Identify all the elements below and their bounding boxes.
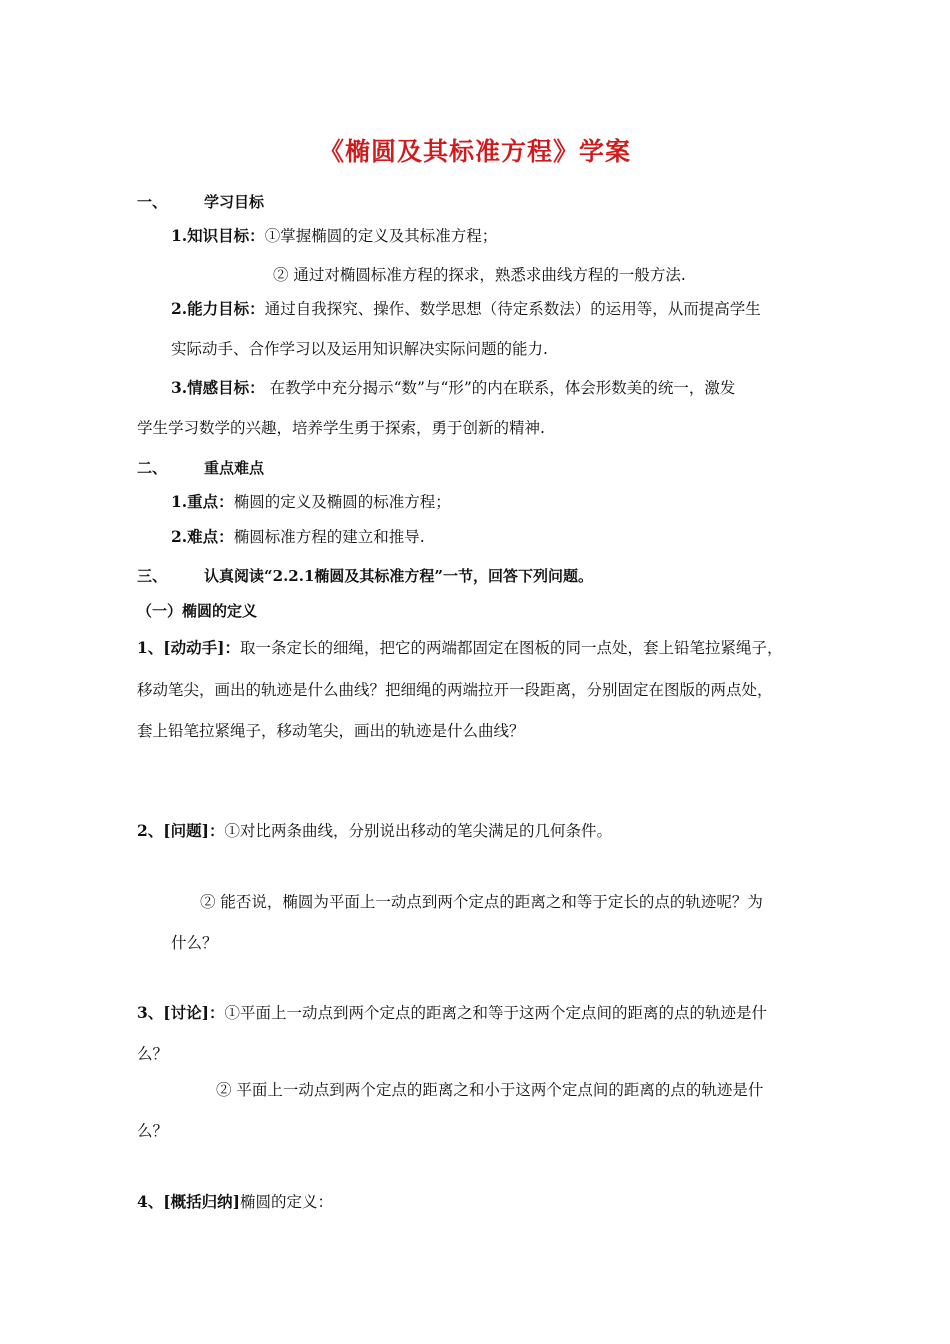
goal-2-text: 通过自我探究、操作、数学思想（待定系数法）的运用等，从而提高学生 [264,300,761,318]
section-1-title: 学习目标 [204,193,265,211]
section-1-number: 一、 [137,193,168,211]
question-2-label: 2、[问题]： [137,821,225,840]
question-4-line [137,1192,333,1212]
question-1-line-3: 套上铅笔拉紧绳子，移动笔尖，画出的轨迹是什么曲线？ [137,722,525,740]
goal-1-text: ①掌握椭圆的定义及其标准方程； [264,227,498,245]
goal-1-label: 1.知识目标： [171,226,265,245]
document-title: 《椭圆及其标准方程》学案 [318,137,631,166]
question-4-text: 椭圆的定义： [239,1193,333,1211]
goal-3-line [171,378,735,398]
question-1-line-2: 移动笔尖，画出的轨迹是什么曲线？把细绳的两端拉开一段距离，分别固定在图版的两点处， [137,681,773,699]
question-1-text: 取一条定长的细绳，把它的两端都固定在图板的同一点处，套上铅笔拉紧绳子， [239,639,783,657]
section-3-title: 认真阅读“2.2.1椭圆及其标准方程”一节，回答下列问题。 [204,567,594,585]
difficulty-line [171,527,425,547]
section-2-title: 重点难点 [204,459,265,477]
question-3-line [137,1003,767,1023]
question-1-label: 1、[动动手]： [137,638,240,657]
goal-1-line [171,226,497,246]
subsection-title: （一）椭圆的定义 [137,602,258,620]
key-point-label: 1.重点： [171,492,234,511]
question-2-line-2: ② 能否说，椭圆为平面上一动点到两个定点的距离之和等于定长的点的轨迹呢？为 [200,893,763,911]
goal-2-line-2: 实际动手、合作学习以及运用知识解决实际问题的能力. [171,340,548,358]
question-3-text: ①平面上一动点到两个定点的距离之和等于这两个定点间的距离的点的轨迹是什 [224,1004,767,1022]
question-3-line-4: 么？ [137,1122,169,1140]
question-3-label: 3、[讨论]： [137,1003,225,1022]
goal-2-label: 2.能力目标： [171,299,265,318]
question-3-line-3: ② 平面上一动点到两个定点的距离之和小于这两个定点间的距离的点的轨迹是什 [216,1081,764,1099]
key-point-text: 椭圆的定义及椭圆的标准方程； [233,493,451,511]
difficulty-label: 2.难点： [171,527,234,546]
section-2-number: 二、 [137,459,168,477]
question-2-line-3: 什么？ [171,934,218,952]
section-3-number: 三、 [137,567,168,585]
goal-2-line [171,299,761,319]
question-2-line [137,821,612,841]
goal-1-line-2: ② 通过对椭圆标准方程的探求，熟悉求曲线方程的一般方法. [273,266,686,284]
goal-3-label: 3.情感目标： [171,378,265,397]
question-4-label: 4、[概括归纳] [137,1192,240,1211]
goal-3-line-2: 学生学习数学的兴趣，培养学生勇于探索，勇于创新的精神. [137,419,545,437]
key-point-line [171,492,451,512]
difficulty-text: 椭圆标准方程的建立和推导. [233,528,425,546]
question-1-line [137,638,782,658]
question-2-text: ①对比两条曲线，分别说出移动的笔尖满足的几何条件。 [224,822,612,840]
goal-3-text: 在教学中充分揭示“数”与“形”的内在联系，体会形数美的统一，激发 [264,379,736,397]
question-3-line-2: 么？ [137,1045,169,1063]
